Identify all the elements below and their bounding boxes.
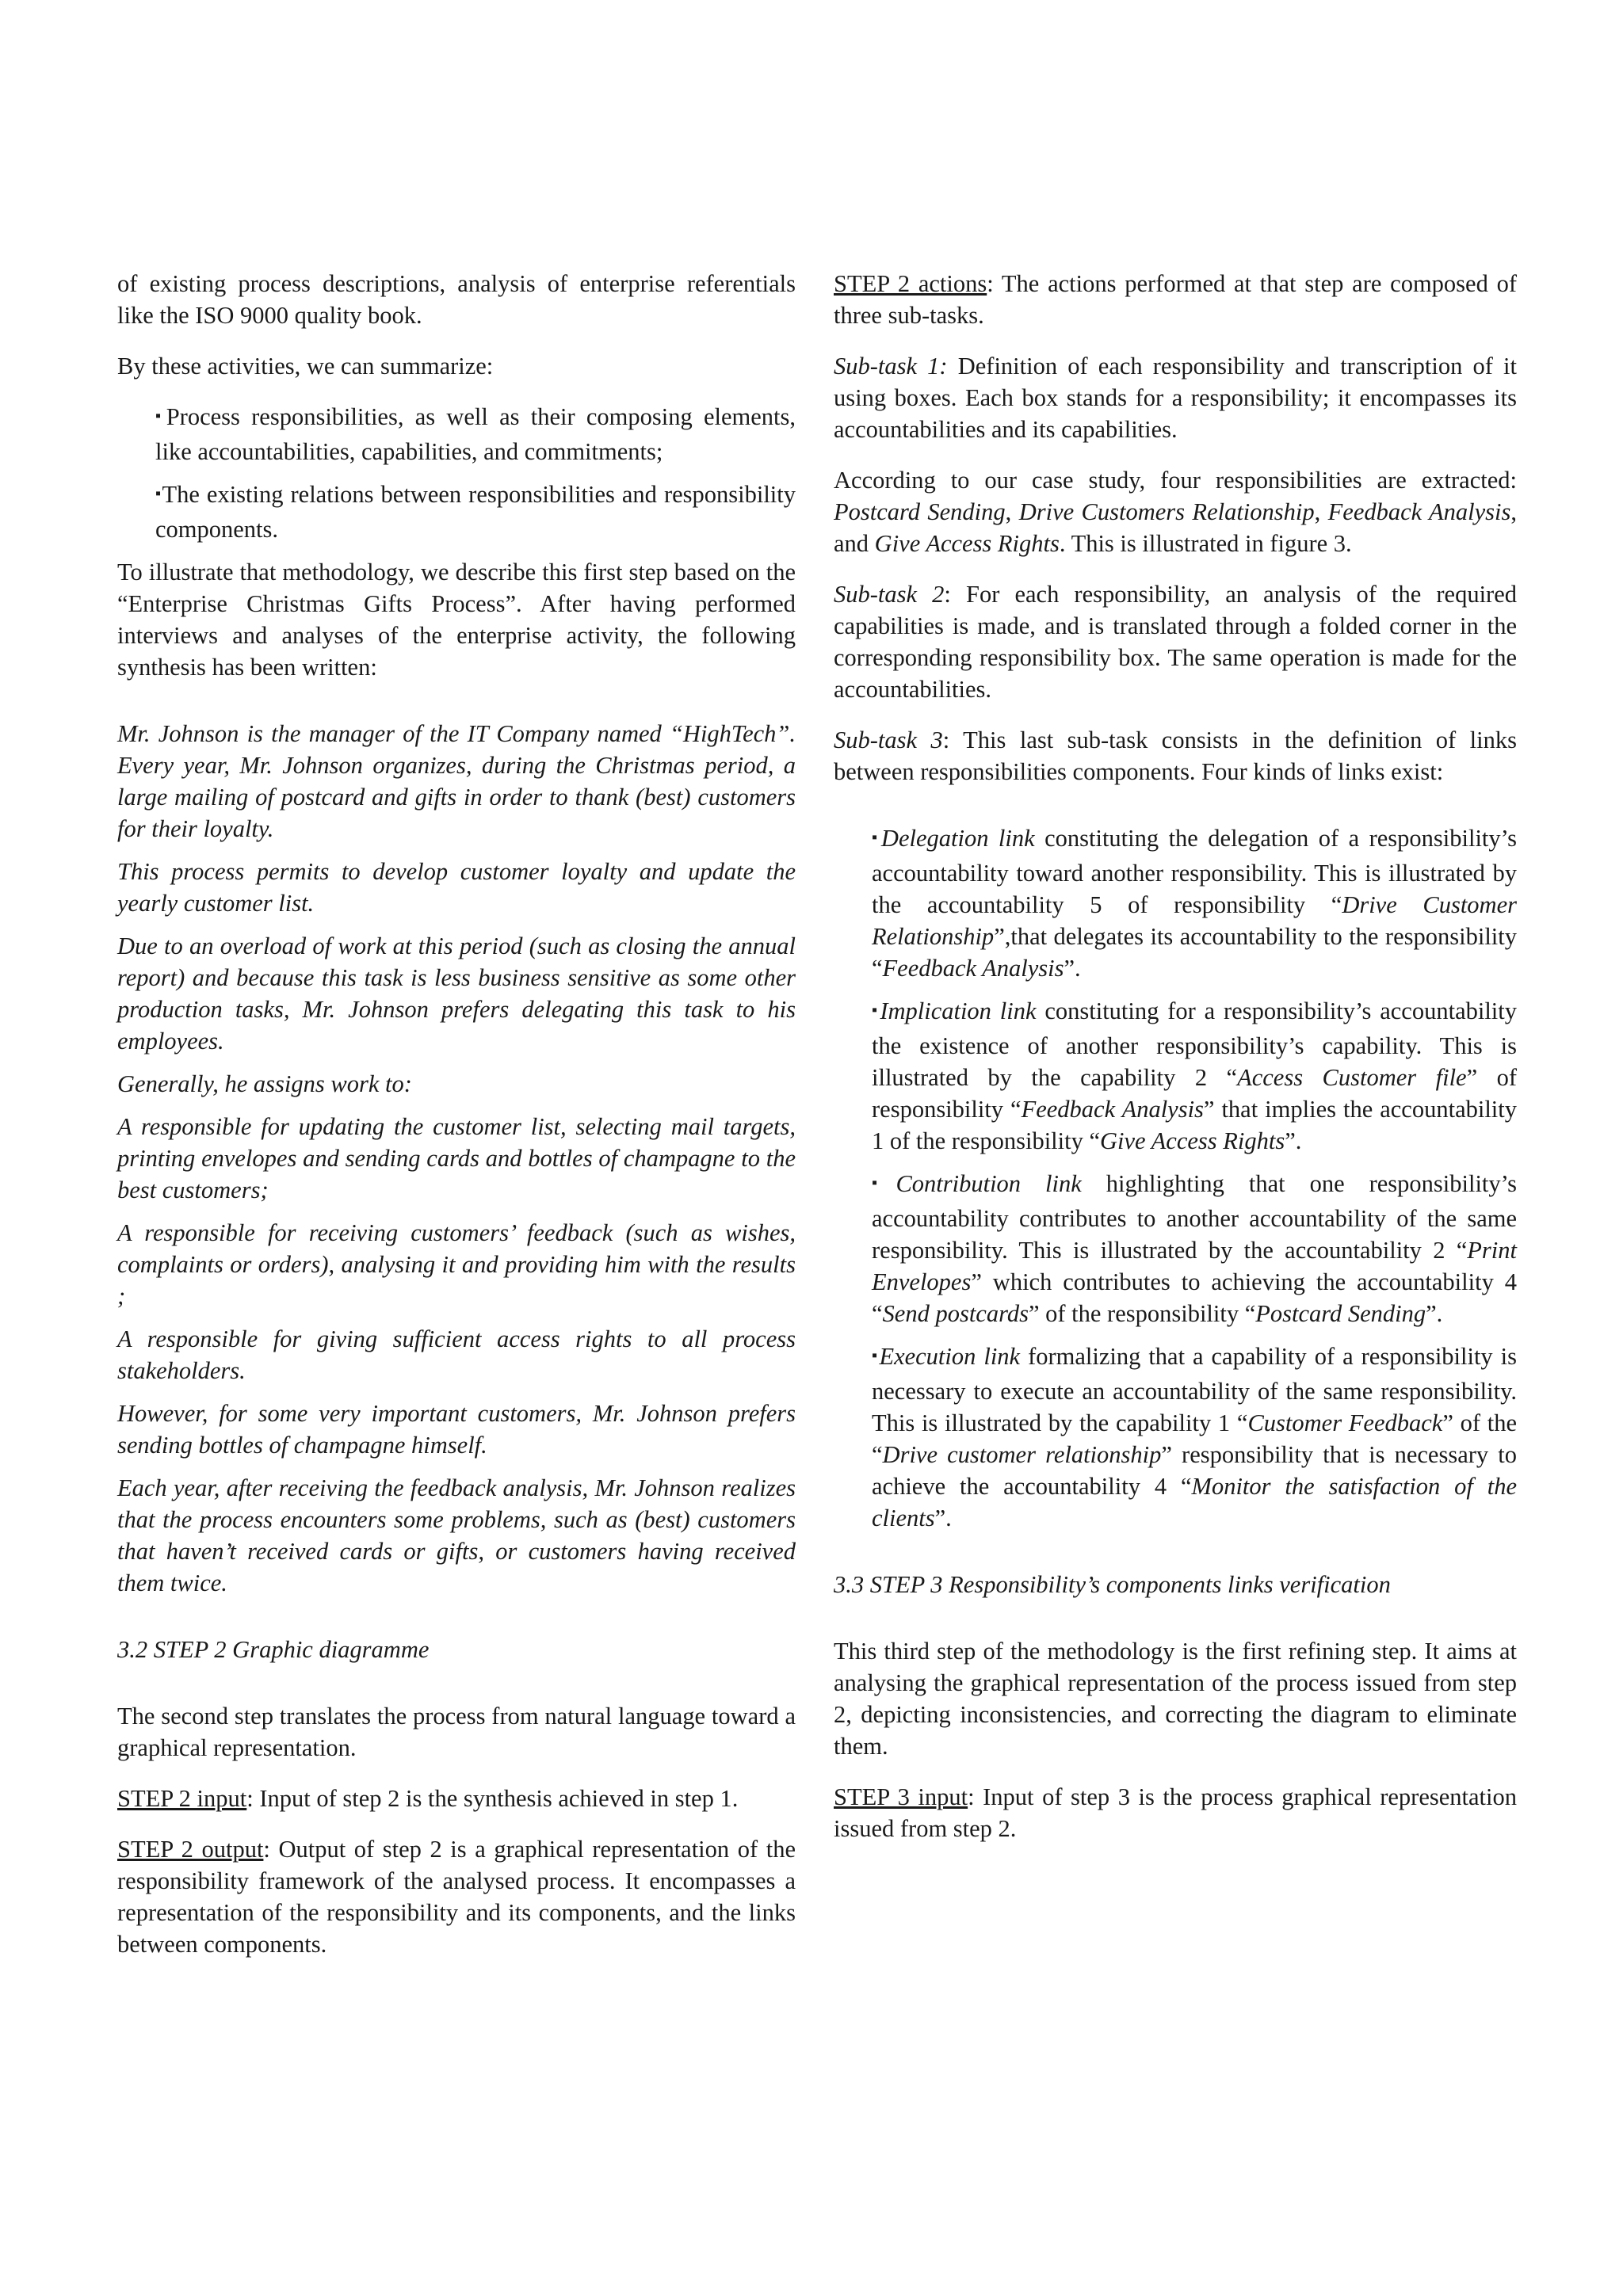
- section-heading-3-3: 3.3 STEP 3 Responsibility’s components links verification: [834, 1571, 1391, 1598]
- paragraph-step2-actions: STEP 2 actions: The actions performed at that step are composed of three sub-tasks.: [834, 270, 1517, 329]
- bullet-icon: ▪: [155, 485, 162, 502]
- bullet-item: ▪The existing relations between responsibilities and responsibility components.: [155, 481, 796, 543]
- bullet-contribution-link: ▪Contribution link highlighting that one responsibility’s accountability contributes to another accountability of the same responsibility. This is illustrated by the accountability 2 “Print Envelopes” which contributes to achieving the accountability 4 “Send postcards” of the responsibility “Postcard Sending”.: [872, 1170, 1517, 1327]
- paragraph-intro: of existing process descriptions, analysis of enterprise referentials like the ISO 9000 quality book.: [117, 270, 796, 329]
- synthesis-paragraph: A responsible for receiving customers’ feedback (such as wishes, complaints or orders), analysing it and providing him with the results ;: [117, 1219, 796, 1310]
- step2-input-label: STEP 2 input: [117, 1785, 247, 1812]
- left-column: [117, 268, 796, 1960]
- step2-output-label: STEP 2 output: [117, 1836, 264, 1863]
- paragraph-case-study: According to our case study, four responsibilities are extracted: Postcard Sending, Drive Customers Relationship, Feedback Analysis, and Give Access Rights. This is illustrated in figure 3.: [834, 467, 1518, 557]
- bullet-icon: ▪: [872, 1001, 880, 1019]
- synthesis-paragraph: A responsible for giving sufficient access rights to all process stakeholders.: [117, 1325, 796, 1384]
- step2-actions-label: STEP 2 actions: [834, 270, 987, 297]
- synthesis-paragraph: Mr. Johnson is the manager of the IT Company named “HighTech”. Every year, Mr. Johnson organizes, during the Christmas period, a large mailing of postcard and gifts in order to thank (best) customers for their loyalty.: [117, 720, 796, 842]
- paragraph-step2-input: STEP 2 input: Input of step 2 is the synthesis achieved in step 1.: [117, 1785, 739, 1812]
- paragraph-illustrate: To illustrate that methodology, we describe this first step based on the “Enterprise Christmas Gifts Process”. After having performed interviews and analyses of the enterprise activity, the following synthesis has been written:: [117, 559, 796, 681]
- paragraph-summarize: By these activities, we can summarize:: [117, 353, 494, 379]
- paragraph-subtask-2: Sub-task 2: For each responsibility, an analysis of the required capabilities is made, and is translated through a folded corner in the corresponding responsibility box. The same operation is made for the accountabilities.: [834, 581, 1517, 703]
- synthesis-paragraph: Due to an overload of work at this period (such as closing the annual report) and because this task is less business sensitive as some other production tasks, Mr. Johnson prefers delegating this task to his employees.: [117, 933, 796, 1055]
- synthesis-paragraph: A responsible for updating the customer list, selecting mail targets, printing envelopes and sending cards and bottles of champagne to the best customers;: [117, 1113, 796, 1203]
- synthesis-paragraph: Generally, he assigns work to:: [117, 1070, 412, 1097]
- synthesis-paragraph: Each year, after receiving the feedback analysis, Mr. Johnson realizes that the process encounters some problems, such as (best) customers that haven’t received cards or gifts, or customers having received them twice.: [117, 1474, 796, 1596]
- bullet-item: ▪Process responsibilities, as well as their composing elements, like accountabilities, capabilities, and commitments;: [155, 403, 796, 465]
- section-heading-3-2: 3.2 STEP 2 Graphic diagramme: [117, 1636, 430, 1663]
- step3-input-label: STEP 3 input: [834, 1783, 968, 1810]
- right-column: [834, 268, 1517, 1844]
- synthesis-paragraph: However, for some very important customers, Mr. Johnson prefers sending bottles of champagne himself.: [117, 1400, 796, 1459]
- paragraph-step2-output: STEP 2 output: Output of step 2 is a graphical representation of the responsibility framework of the analysed process. It encompasses a representation of the responsibility and its components, and the links between components.: [117, 1836, 796, 1958]
- paragraph-step2-intro: The second step translates the process from natural language toward a graphical representation.: [117, 1703, 796, 1761]
- paragraph-step3-input: STEP 3 input: Input of step 3 is the process graphical representation issued from step 2.: [834, 1783, 1517, 1842]
- synthesis-paragraph: This process permits to develop customer loyalty and update the yearly customer list.: [117, 858, 796, 917]
- bullet-icon: ▪: [872, 829, 881, 846]
- paragraph-step3-intro: This third step of the methodology is the first refining step. It aims at analysing the graphical representation of the process issued from step 2, depicting inconsistencies, and correcting the diagram to eliminate them.: [834, 1638, 1517, 1760]
- bullet-delegation-link: ▪Delegation link constituting the delegation of a responsibility’s accountability toward another responsibility. This is illustrated by the accountability 5 of responsibility “Drive Customer Relationship”,that delegates its accountability to the responsibility “Feedback Analysis”.: [872, 825, 1517, 982]
- bullet-icon: ▪: [872, 1174, 896, 1192]
- paragraph-subtask-3: Sub-task 3: This last sub-task consists in the definition of links between responsibilities components. Four kinds of links exist:: [834, 727, 1517, 785]
- bullet-icon: ▪: [155, 407, 166, 425]
- bullet-execution-link: ▪Execution link formalizing that a capability of a responsibility is necessary to execute an accountability of the same responsibility. This is illustrated by the capability 1 “Customer Feedback” of the “Drive customer relationship” responsibility that is necessary to achieve the accountability 4 “Monitor the satisfaction of the clients”.: [872, 1343, 1518, 1531]
- paragraph-subtask-1: Sub-task 1: Definition of each responsibility and transcription of it using boxes. Each box stands for a responsibility; it encompasses its accountabilities and its capabilities.: [834, 353, 1517, 443]
- bullet-implication-link: ▪Implication link constituting for a responsibility’s accountability the existence of another responsibility’s capability. This is illustrated by the capability 2 “Access Customer file” of responsibility “Feedback Analysis” that implies the accountability 1 of the responsibility “Give Access Rights”.: [872, 997, 1518, 1154]
- bullet-icon: ▪: [872, 1347, 880, 1364]
